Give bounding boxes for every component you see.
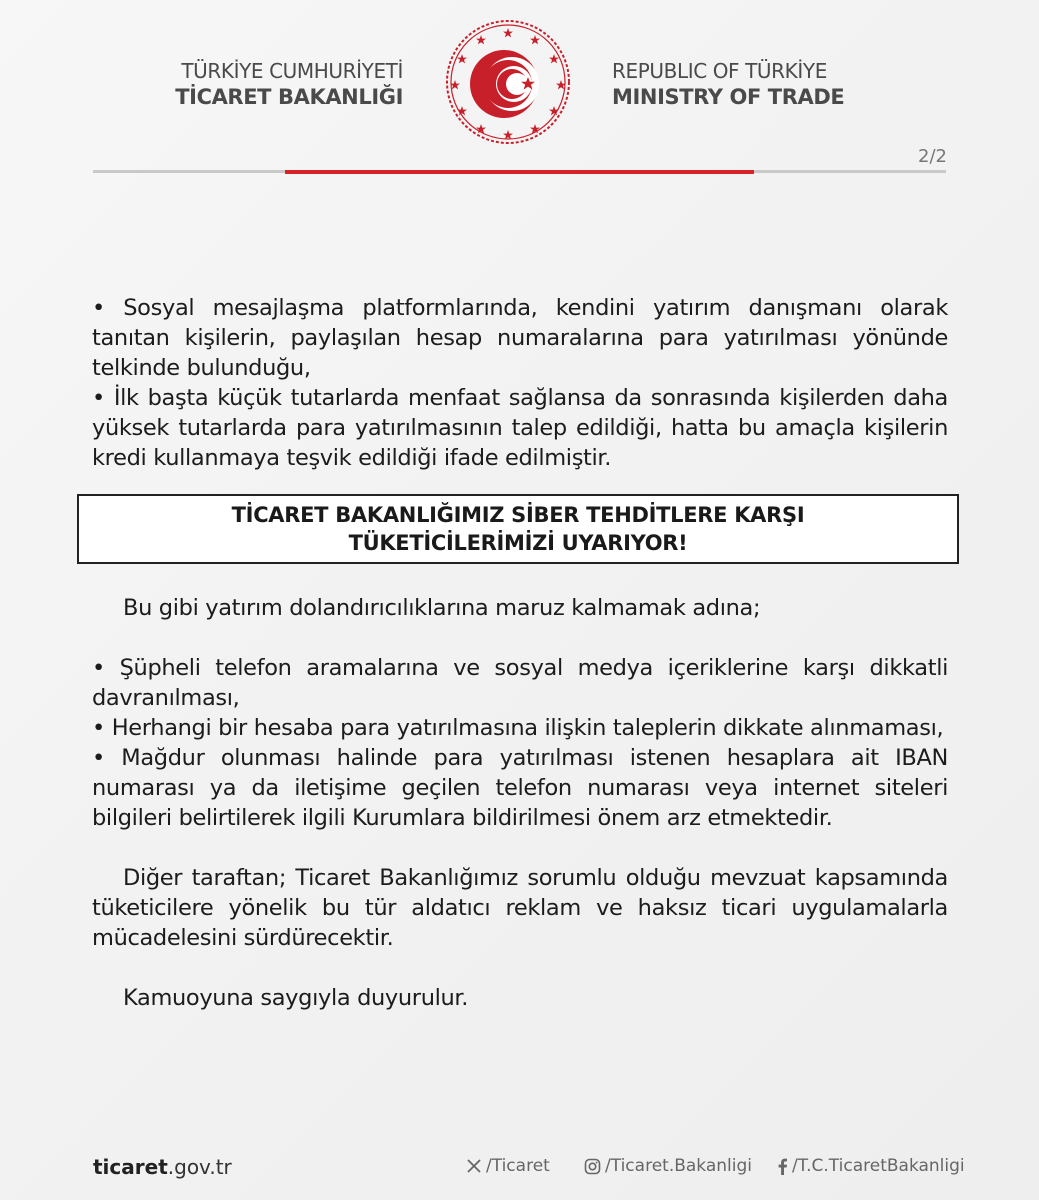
facebook-social-link[interactable] [777,1156,965,1176]
header-ministry-en: MINISTRY OF TRADE [612,85,845,109]
warning-notice-box [77,494,959,564]
header-country-en: REPUBLIC OF TÜRKİYE [612,59,827,83]
statement-body-bottom [92,593,948,1013]
bullet-item: • Mağdur olunması halinde para yatırılması istenen hesaplara ait IBAN numarası ya da iletişime geçilen telefon numarası veya internet siteleri bilgileri belirtilerek ilgili Kurumlara bildirilmesi önem arz etmektedir. [92,745,948,831]
turkish-crescent-star-seal-icon [444,18,572,146]
intro-paragraph: Bu gibi yatırım dolandırıcılıklarına maruz kalmamak adına; [123,595,761,621]
website-domain-bold: ticaret [93,1155,168,1179]
header-country-tr: TÜRKİYE CUMHURİYETİ [181,59,403,83]
header-right-title [612,58,844,110]
x-handle: /Ticaret [486,1156,550,1176]
facebook-icon [777,1158,788,1175]
instagram-icon [584,1158,601,1175]
warning-notice-line1: TİCARET BAKANLIĞIMIZ SİBER TEHDİTLERE KARŞI [231,503,805,527]
header-divider-accent [285,170,754,174]
header-ministry-tr: TİCARET BAKANLIĞI [175,85,403,109]
bullet-item: • Şüpheli telefon aramalarına ve sosyal medya içeriklerine karşı dikkatli davranılması, [92,655,948,711]
x-social-link[interactable] [466,1156,550,1176]
x-logo-icon [466,1158,482,1174]
facebook-handle: /T.C.TicaretBakanligi [792,1156,965,1176]
bullet-item: • Sosyal mesajlaşma platformlarında, kendini yatırım danışmanı olarak tanıtan kişilerin, paylaşılan hesap numaralarına para yatırılması yönünde telkinde bulunduğu, [92,295,948,381]
website-domain-rest: .gov.tr [167,1155,232,1179]
website-link[interactable] [93,1155,232,1179]
instagram-handle: /Ticaret.Bakanligi [605,1156,752,1176]
page-number: 2/2 [918,146,947,167]
bullet-item: • İlk başta küçük tutarlarda menfaat sağlansa da sonrasında kişilerden daha yüksek tutarlarda para yatırılmasının talep edildiği, hatta bu amaçla kişilerin kredi kullanmaya teşvik edildiği ifade edilmiştir. [92,385,948,471]
warning-notice-line2: TÜKETİCİLERİMİZİ UYARIYOR! [348,531,688,555]
bullet-item: • Herhangi bir hesaba para yatırılmasına ilişkin taleplerin dikkate alınmaması, [92,715,944,741]
closing-paragraph: Diğer taraftan; Ticaret Bakanlığımız sorumlu olduğu mevzuat kapsamında tüketicilere yönelik bu tür aldatıcı reklam ve haksız ticari uygulamalarla mücadelesini sürdürecektir. [92,865,948,951]
statement-body-top [92,293,948,473]
signoff-line: Kamuoyuna saygıyla duyurulur. [123,985,469,1011]
header-left-title [175,58,403,110]
instagram-social-link[interactable] [584,1156,752,1176]
